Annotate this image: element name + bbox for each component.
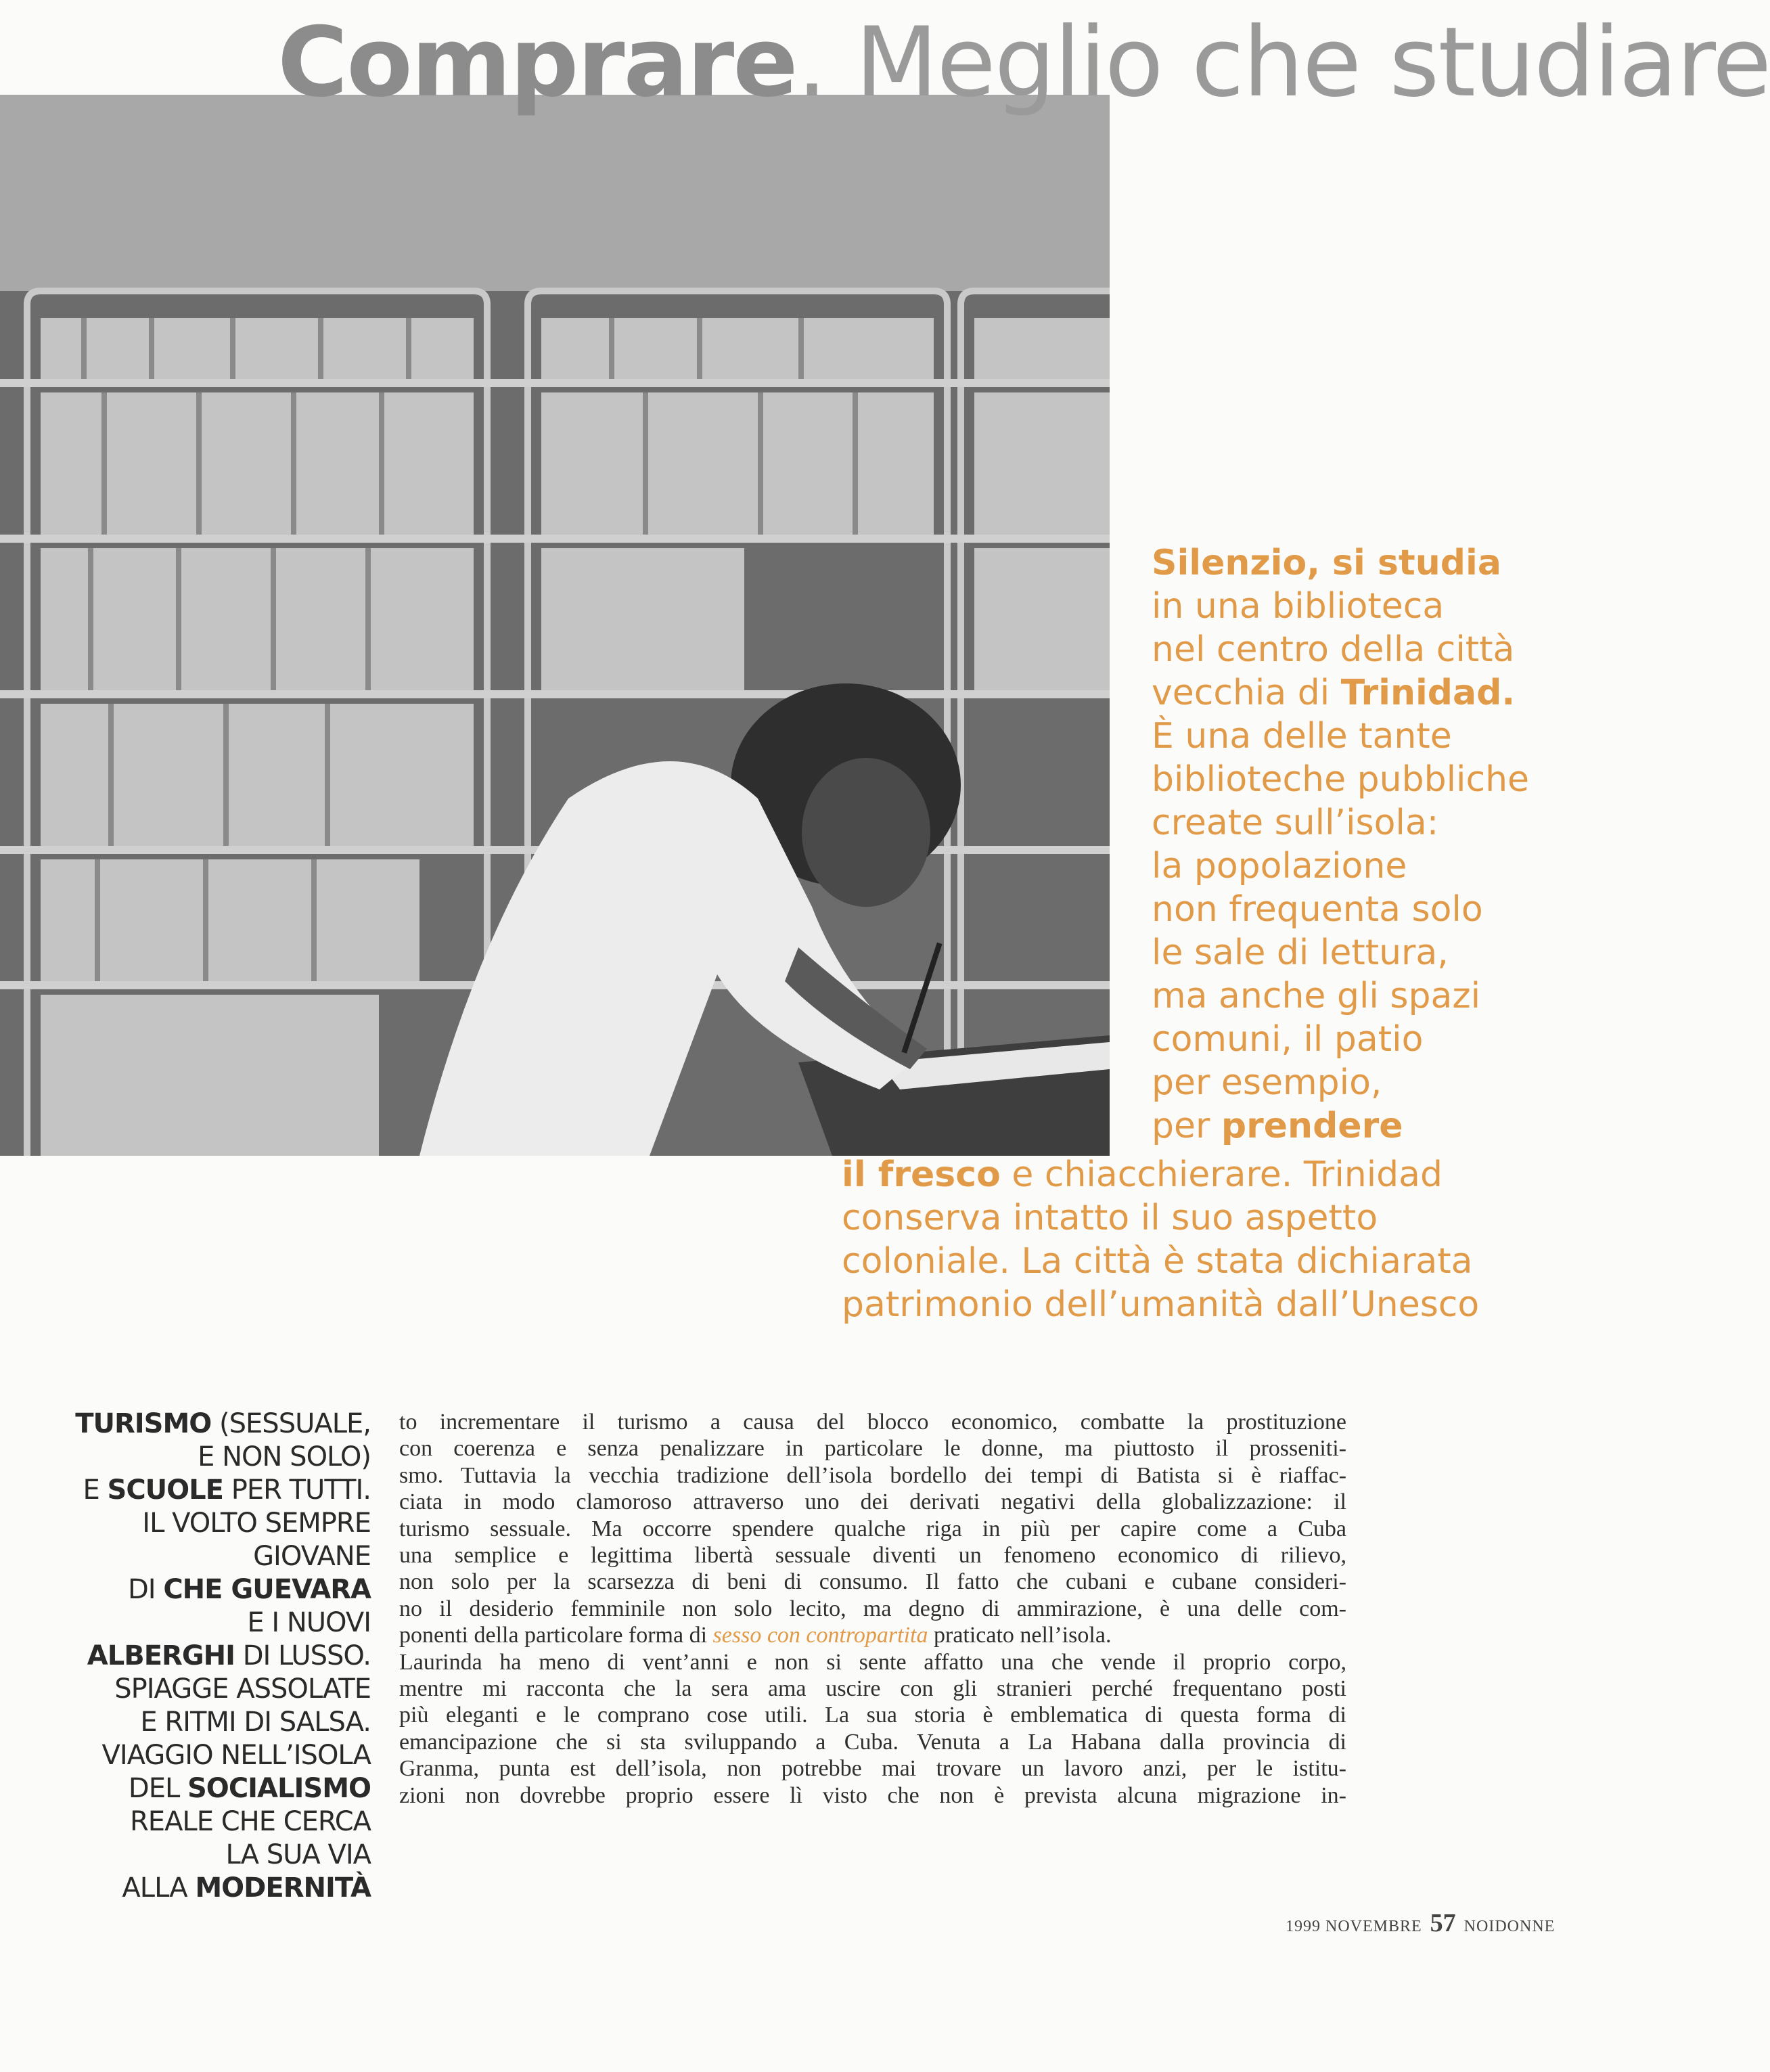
- body-line: smo. Tuttavia la vecchia tradizione dell’isola bordello dei tempi di Batista si è riaffac-: [399, 1462, 1346, 1488]
- title-rest: . Meglio che studiare: [796, 7, 1770, 118]
- caption-place: Trinidad.: [1340, 673, 1516, 713]
- body-text: praticato nell’isola.: [928, 1623, 1112, 1648]
- caption-line: vecchia di: [1152, 673, 1341, 713]
- caption-line: nel centro della città: [1152, 629, 1515, 670]
- pq-text: ALLA: [122, 1872, 196, 1904]
- caption-line: in una biblioteca: [1152, 586, 1445, 627]
- pq-bold: SCUOLE: [107, 1474, 223, 1506]
- caption-line: conserva intatto il suo aspetto: [842, 1198, 1378, 1238]
- magazine-name: NOIDONNE: [1463, 1918, 1556, 1935]
- caption-line: la popolazione: [1152, 846, 1407, 886]
- article-body: [399, 1409, 1346, 1809]
- caption-bold: prendere: [1221, 1106, 1403, 1146]
- body-line: no il desiderio femminile non solo lecito, ma degno di ammirazione, è una delle com-: [399, 1596, 1346, 1621]
- caption-line: le sale di lettura,: [1152, 932, 1449, 973]
- body-line: Granma, punta est dell’isola, non potrebbe mai trovare un lavoro anzi, per le istitu-: [399, 1756, 1346, 1782]
- caption-line: comuni, il patio: [1152, 1019, 1424, 1060]
- page-number: 57: [1430, 1909, 1456, 1937]
- caption-line: ma anche gli spazi: [1152, 976, 1481, 1016]
- body-line: più eleganti e le comprano cose utili. La sua storia è emblematica di questa forma di: [399, 1703, 1346, 1728]
- pq-text: IL VOLTO SEMPRE: [142, 1508, 371, 1539]
- caption-lead: Silenzio, si studia: [1152, 543, 1501, 583]
- pq-text: E: [83, 1474, 108, 1506]
- photo-caption: [1152, 541, 1529, 1148]
- body-line: Laurinda ha meno di vent’anni e non si sente affatto una che vende il proprio corpo,: [399, 1649, 1346, 1675]
- body-line: zioni non dovrebbe proprio essere lì visto che non è prevista alcuna migrazione in-: [399, 1782, 1346, 1808]
- pq-text: LA SUA VIA: [225, 1839, 371, 1870]
- caption-line: È una delle tante: [1152, 716, 1452, 757]
- issue-date: 1999 NOVEMBRE: [1286, 1918, 1422, 1935]
- pq-text: E I NUOVI: [247, 1607, 371, 1638]
- library-photo: [0, 95, 1110, 1156]
- pq-text: VIAGGIO NELL’ISOLA: [101, 1740, 371, 1771]
- body-line: ciata in modo clamoroso attraverso uno dei derivati negativi della globalizzazione: il: [399, 1489, 1346, 1515]
- pq-text: REALE CHE CERCA: [130, 1806, 371, 1837]
- page-title: [277, 7, 1770, 118]
- caption-line: per: [1152, 1106, 1221, 1146]
- caption-line: coloniale. La città è stata dichiarata: [842, 1241, 1473, 1282]
- pq-bold: TURISMO: [75, 1408, 212, 1439]
- body-emphasis: sesso con contropartita: [712, 1623, 928, 1648]
- pull-quote: [47, 1407, 371, 1905]
- pq-text: E NON SOLO): [198, 1441, 371, 1472]
- pq-text: GIOVANE: [253, 1541, 371, 1572]
- caption-line: create sull’isola:: [1152, 803, 1439, 843]
- pq-text: PER TUTTI.: [223, 1474, 371, 1506]
- pq-text: DI LUSSO.: [235, 1640, 371, 1671]
- pq-bold: SOCIALISMO: [187, 1773, 371, 1804]
- title-strong: Comprare: [277, 7, 797, 118]
- caption-bold: il fresco: [842, 1154, 1001, 1195]
- pq-text: E RITMI DI SALSA.: [140, 1707, 371, 1738]
- pq-bold: ALBERGHI: [87, 1640, 235, 1671]
- pq-text: DI: [128, 1574, 164, 1605]
- page-footer: [1286, 1908, 1555, 1938]
- caption-line: e chiacchierare. Trinidad: [1000, 1154, 1443, 1195]
- caption-line: per esempio,: [1152, 1062, 1382, 1103]
- pq-text: SPIAGGE ASSOLATE: [114, 1673, 371, 1705]
- caption-line: patrimonio dell’umanità dall’Unesco: [842, 1284, 1480, 1325]
- pq-text: (SESSUALE,: [211, 1408, 371, 1439]
- body-line: una semplice e legittima libertà sessuale diventi un fenomeno economico di rilievo,: [399, 1543, 1346, 1569]
- body-line: to incrementare il turismo a causa del blocco economico, combatte la prostituzione: [399, 1410, 1346, 1435]
- pq-bold: CHE GUEVARA: [163, 1574, 371, 1605]
- caption-line: non frequenta solo: [1152, 889, 1483, 930]
- body-line: mentre mi racconta che la sera ama uscire con gli stranieri perché frequentano posti: [399, 1676, 1346, 1702]
- body-line: non solo per la scarsezza di beni di consumo. Il fatto che cubani e cubane consideri-: [399, 1569, 1346, 1595]
- body-line: [399, 1622, 1346, 1648]
- body-line: turismo sessuale. Ma occorre spendere qualche riga in più per capire come a Cuba: [399, 1516, 1346, 1541]
- body-line: emancipazione che si sta sviluppando a Cuba. Venuta a La Habana dalla provincia di: [399, 1729, 1346, 1755]
- caption-line: biblioteche pubbliche: [1152, 759, 1530, 800]
- body-line: con coerenza e senza penalizzare in particolare le donne, ma piuttosto il prosseniti-: [399, 1436, 1346, 1462]
- photo-caption-continued: [842, 1153, 1479, 1326]
- pq-bold: MODERNITÀ: [195, 1872, 371, 1904]
- body-text: ponenti della particolare forma di: [399, 1623, 713, 1648]
- pq-text: DEL: [128, 1773, 187, 1804]
